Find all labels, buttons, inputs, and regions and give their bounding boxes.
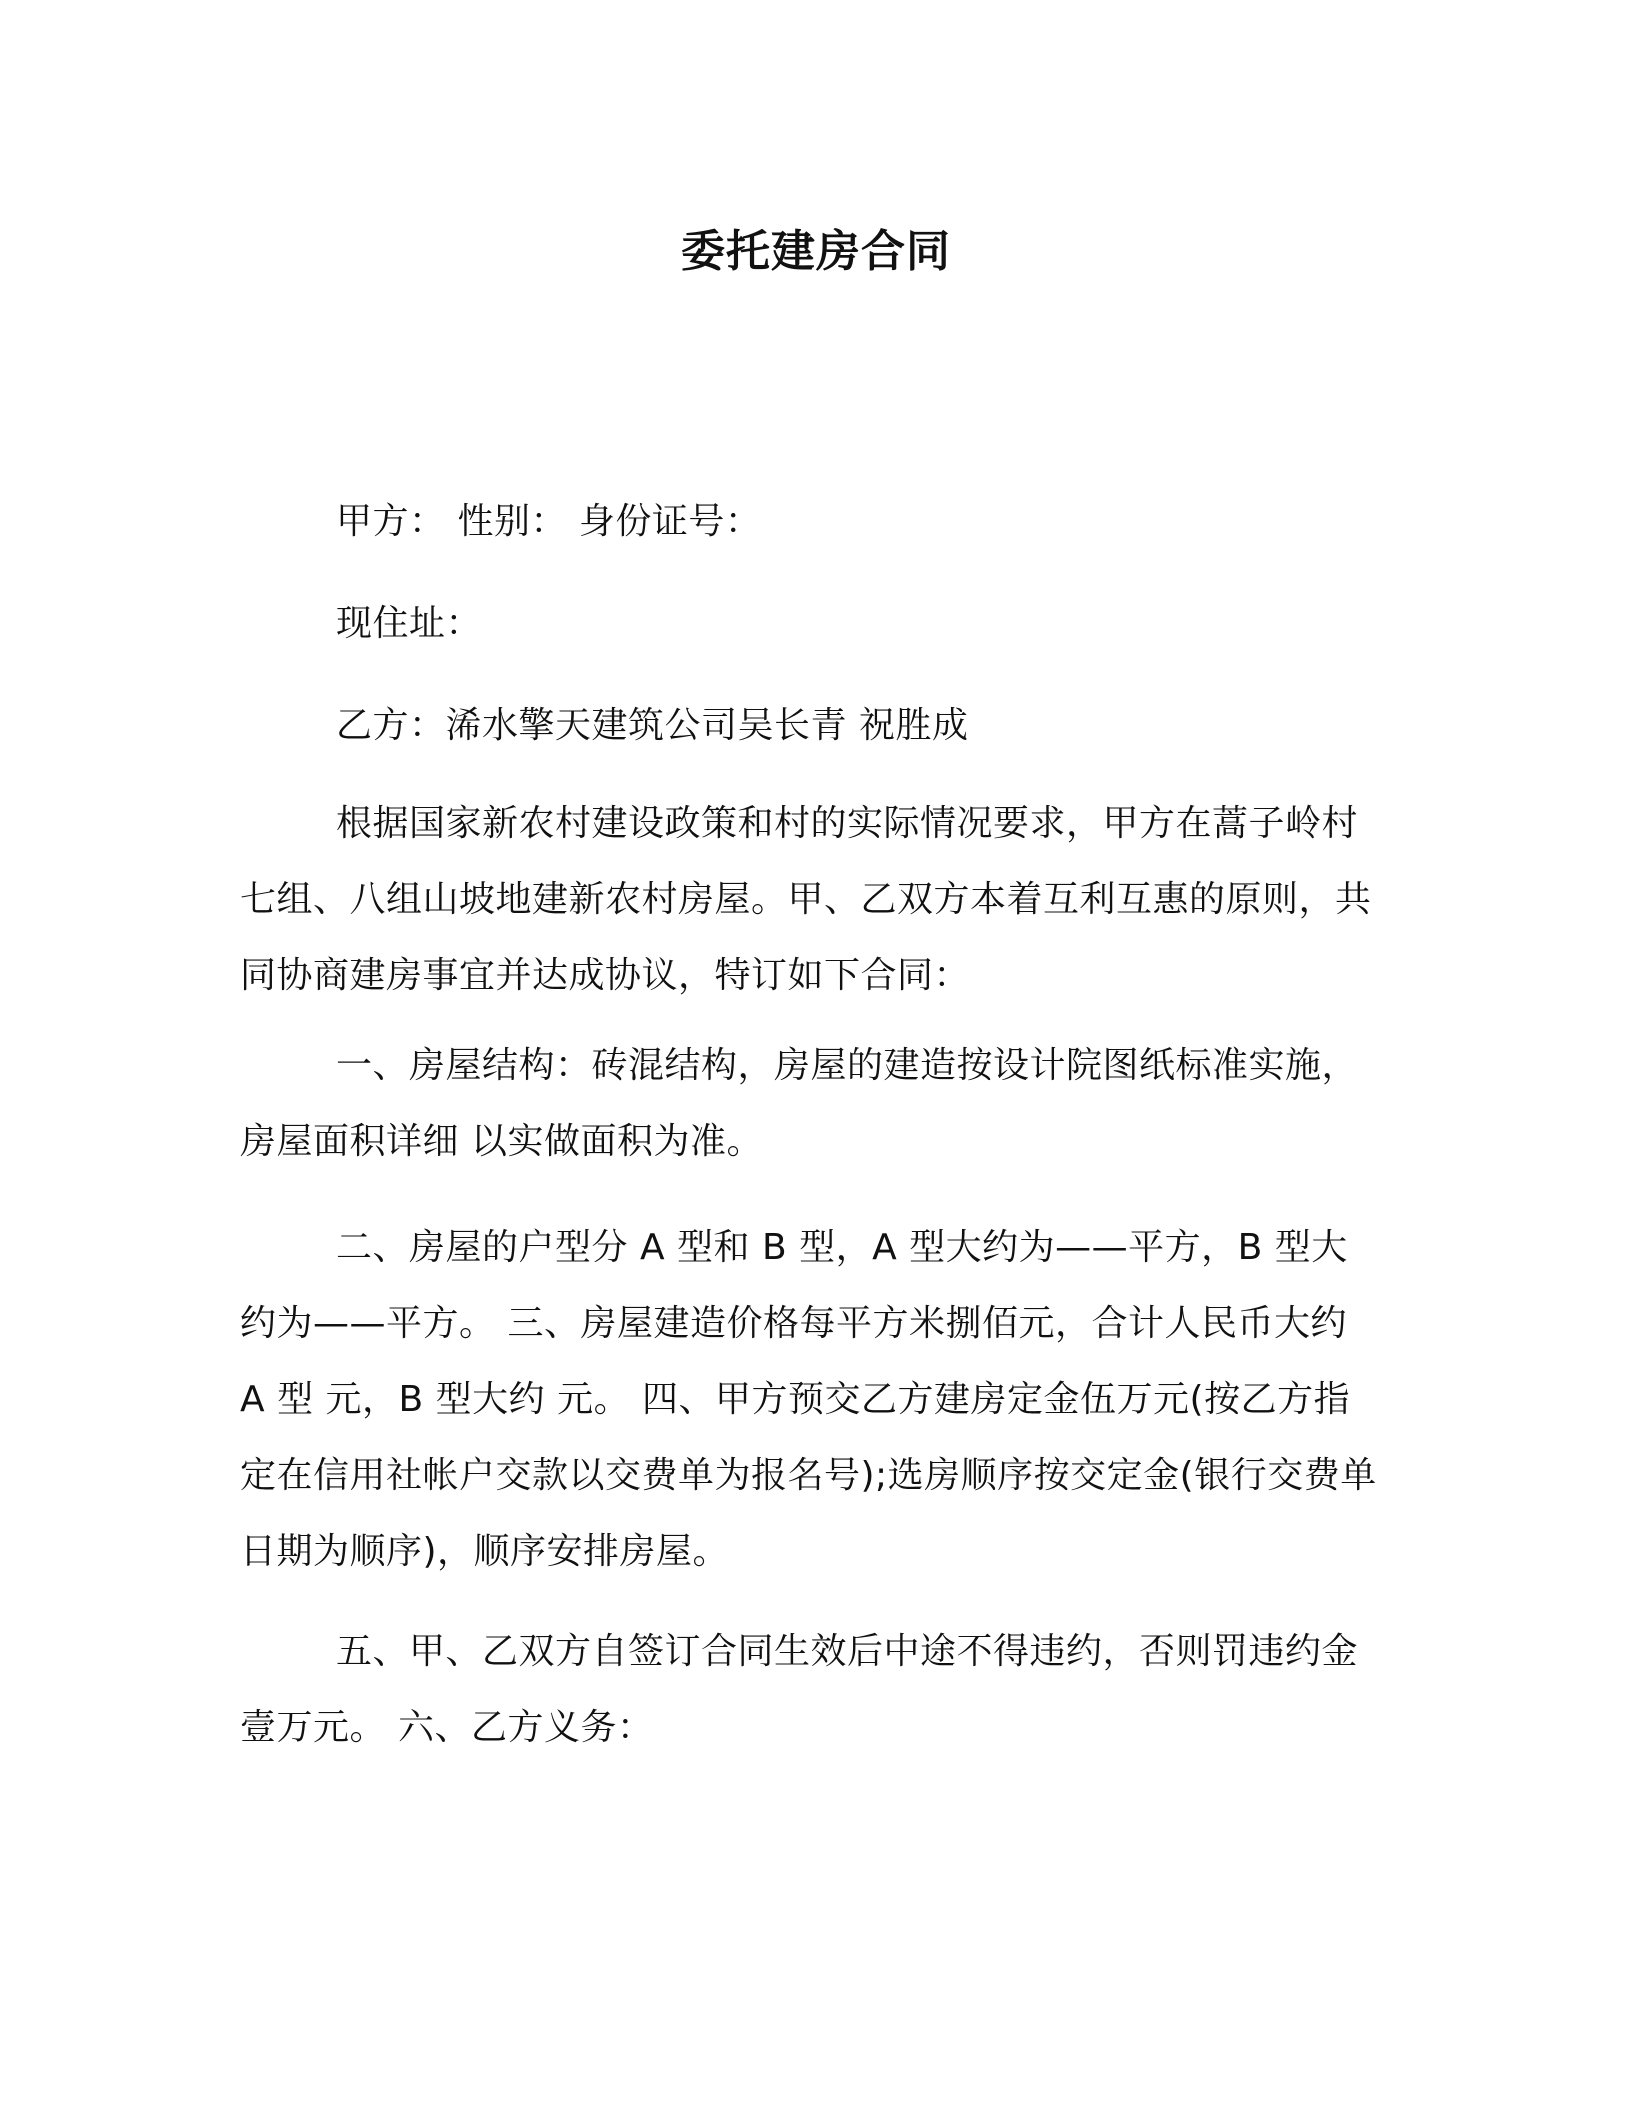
clause-1-paragraph: 一、房屋结构：砖混结构，房屋的建造按设计院图纸标准实施，房屋面积详细 以实做面积为准。 [240,1045,1359,1162]
address-line: 现住址： [336,603,483,644]
clause-2-4-paragraph: 二、房屋的户型分 A 型和 B 型，A 型大约为——平方，B 型大约为——平方。 三、房屋建造价格每平方米捌佰元，合计人民币大约 A 型 元，B 型大约 元。 四、甲方预交乙方建房定金伍万元(按乙方指定在信用社帐户交款以交费单为报名号);选房顺序按交定金(银行交费单日期为顺序)，顺序安排房屋。 [240,1227,1377,1572]
party-a-line: 甲方： 性别： 身份证号： [336,501,762,542]
clause-5-6-paragraph: 五、甲、乙双方自签订合同生效后中途不得违约，否则罚违约金壹万元。 六、乙方义务： [240,1631,1359,1748]
preamble-paragraph: 根据国家新农村建设政策和村的实际情况要求，甲方在蒿子岭村七组、八组山坡地建新农村房屋。甲、乙双方本着互利互惠的原则，共同协商建房事宜并达成协议，特订如下合同： [240,803,1372,996]
party-b-line: 乙方：浠水擎天建筑公司吴长青 祝胜成 [336,705,969,746]
contract-title: 委托建房合同 [681,226,951,277]
